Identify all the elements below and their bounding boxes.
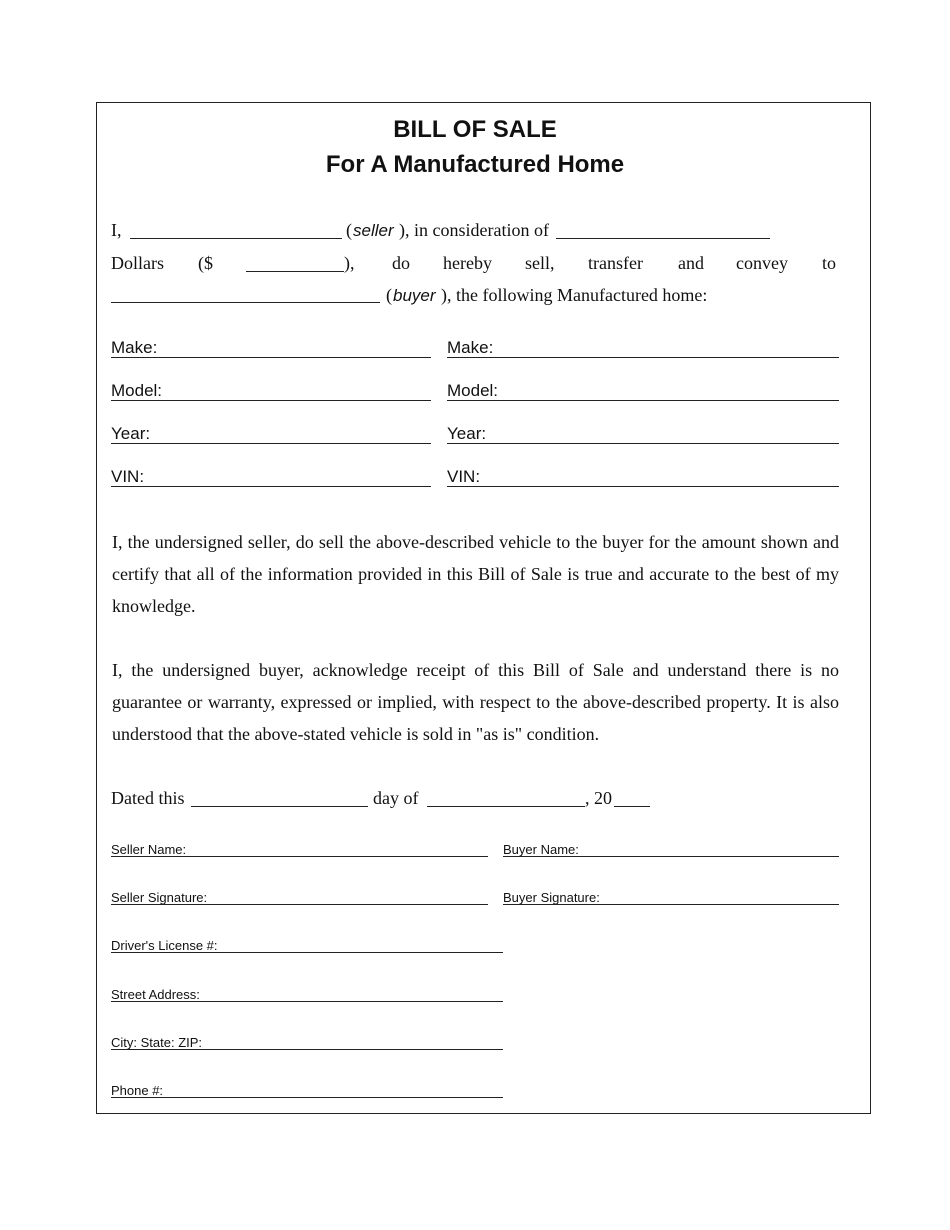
year-label: Year: [447, 424, 487, 443]
seller-term: seller [353, 221, 394, 240]
dated-month-blank[interactable] [427, 806, 585, 807]
buyer-signature-field[interactable] [503, 889, 839, 905]
dated-day-blank[interactable] [191, 806, 368, 807]
buyer-term: buyer [393, 286, 436, 305]
day-of-label: day of [373, 788, 419, 808]
word-do: do [392, 253, 410, 273]
vin-field-right[interactable] [447, 467, 839, 487]
city-state-zip-label: City: State: ZIP: [111, 1035, 203, 1050]
phone-field[interactable] [111, 1082, 503, 1098]
buyer-name-field[interactable] [503, 841, 839, 857]
model-label: Model: [111, 381, 163, 400]
dated-this-label: Dated this [111, 788, 185, 808]
drivers-license-label: Driver's License #: [111, 938, 218, 953]
seller-certification-paragraph: I, the undersigned seller, do sell the above-described vehicle to the buyer for the amount shown and certify that all of the information provided in this Bill of Sale is true and accurate to the best of my knowledge. [112, 532, 839, 616]
year-prefix: , 20 [585, 788, 612, 808]
seller-paren-open: ( [346, 220, 352, 240]
make-field-right[interactable] [447, 338, 839, 358]
seller-signature-label: Seller Signature: [111, 890, 208, 905]
seller-name-field[interactable] [111, 841, 488, 857]
vin-field-left[interactable] [111, 467, 431, 487]
model-label: Model: [447, 381, 499, 400]
buyer-signature-label: Buyer Signature: [503, 890, 600, 905]
seller-name-blank[interactable] [130, 238, 342, 239]
dollar-sign: ($ [198, 253, 213, 273]
street-address-field[interactable] [111, 986, 503, 1002]
word-and: and [678, 253, 704, 273]
seller-name-label: Seller Name: [111, 842, 187, 857]
dollar-amount-blank[interactable] [246, 271, 344, 272]
make-field-left[interactable] [111, 338, 431, 358]
street-address-label: Street Address: [111, 987, 200, 1002]
model-field-right[interactable] [447, 381, 839, 401]
buyer-name-label: Buyer Name: [503, 842, 579, 857]
make-label: Make: [111, 338, 158, 357]
vin-label: VIN: [111, 467, 145, 486]
model-field-left[interactable] [111, 381, 431, 401]
city-state-zip-field[interactable] [111, 1034, 503, 1050]
buyer-name-blank[interactable] [111, 302, 380, 303]
seller-signature-field[interactable] [111, 889, 488, 905]
word-hereby: hereby [443, 253, 492, 273]
buyer-acknowledgement-paragraph: I, the undersigned buyer, acknowledge receipt of this Bill of Sale and understand there is no guarantee or warranty, expressed or implied, with respect to the above-described property. It is also understood that the above-stated vehicle is sold in "as is" condition. [112, 660, 839, 744]
phone-label: Phone #: [111, 1083, 164, 1098]
buyer-paren-open: ( [386, 285, 392, 305]
year-label: Year: [111, 424, 151, 443]
make-label: Make: [447, 338, 494, 357]
following-text: ), the following Manufactured home: [441, 285, 708, 305]
word-sell: sell, [525, 253, 555, 273]
consideration-text: ), in consideration of [399, 220, 549, 240]
word-convey: convey [736, 253, 788, 273]
document-title: BILL OF SALE [393, 116, 557, 143]
intro-i: I, [111, 220, 122, 240]
word-transfer: transfer [588, 253, 643, 273]
year-field-left[interactable] [111, 424, 431, 444]
consideration-blank[interactable] [556, 238, 770, 239]
word-to: to [822, 253, 837, 273]
year-field-right[interactable] [447, 424, 839, 444]
dated-year-blank[interactable] [614, 806, 650, 807]
drivers-license-field[interactable] [111, 937, 503, 953]
vin-label: VIN: [447, 467, 481, 486]
dollars-word: Dollars [111, 253, 164, 273]
document-subtitle: For A Manufactured Home [325, 151, 625, 178]
paren-close: ), [344, 253, 355, 273]
